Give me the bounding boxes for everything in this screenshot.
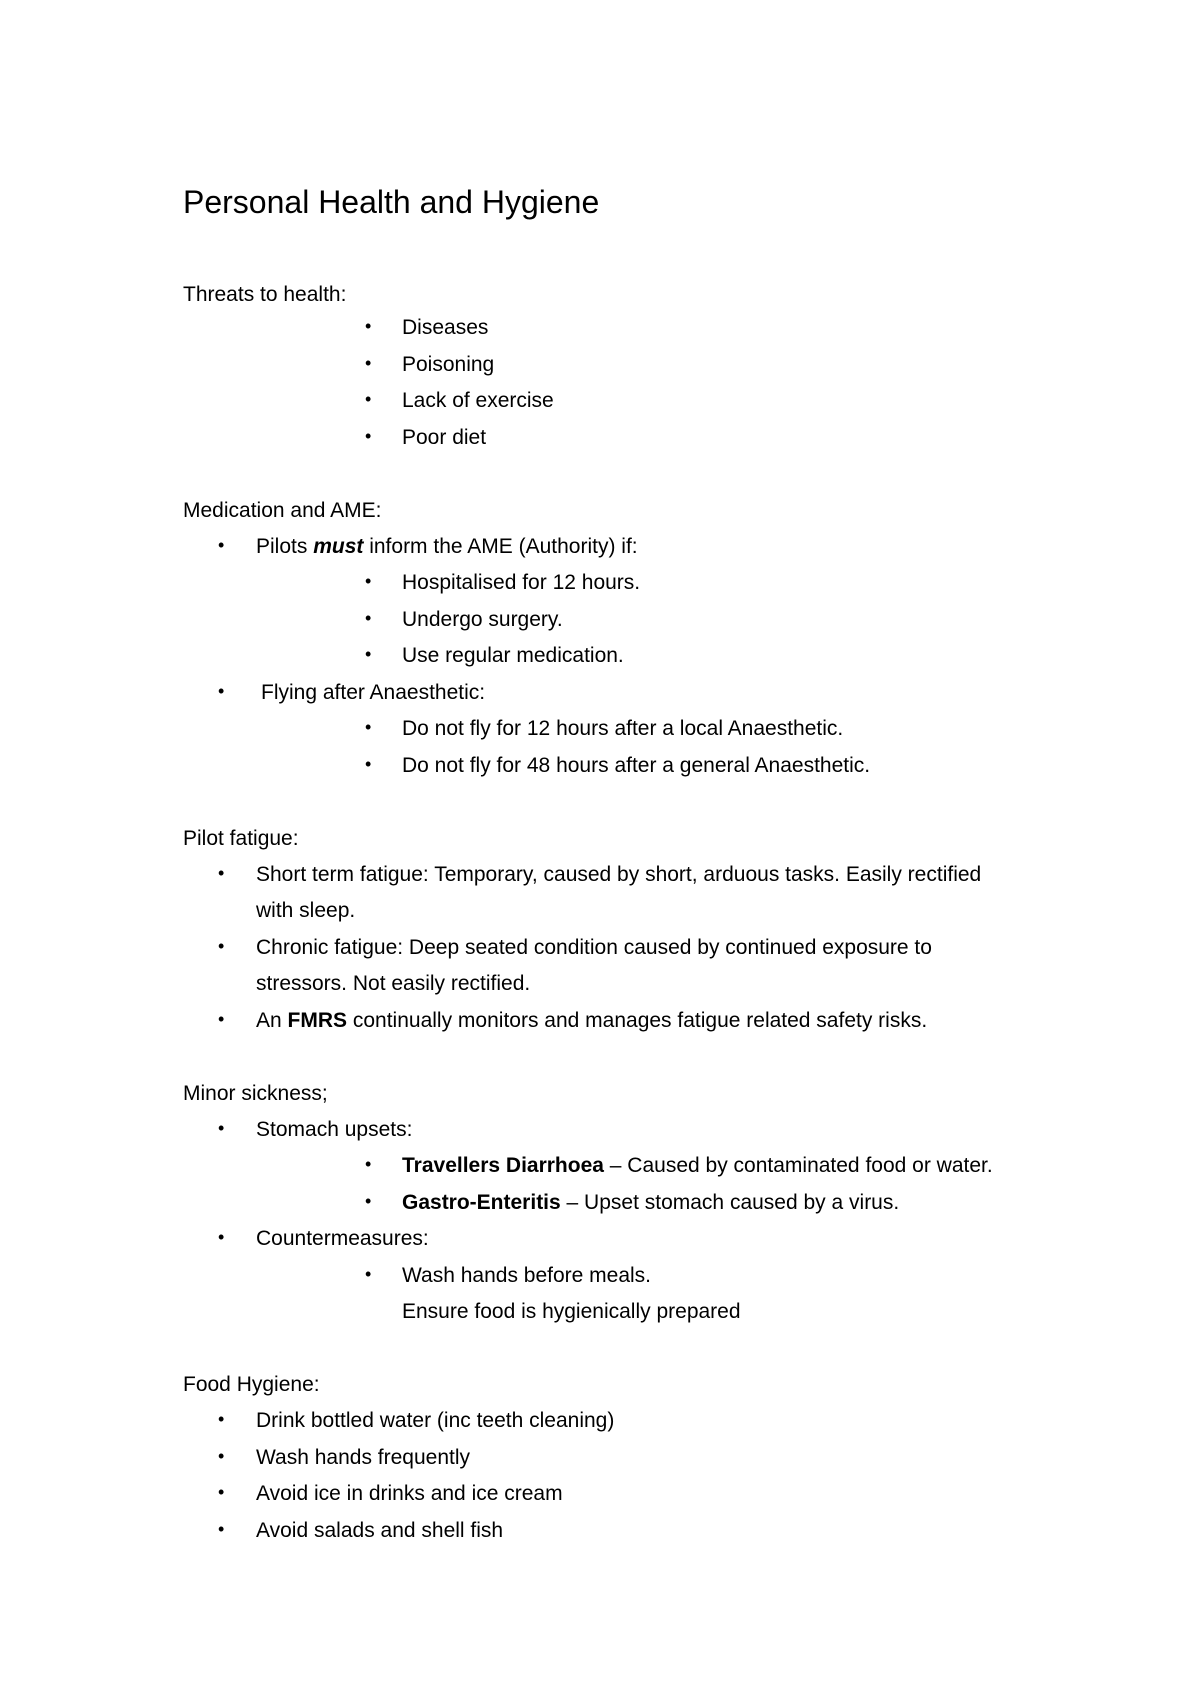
list-item: Undergo surgery. <box>402 608 563 631</box>
bullet-icon: • <box>218 1519 225 1539</box>
list-item: Countermeasures: <box>256 1227 429 1250</box>
bullet-icon: • <box>365 1264 372 1284</box>
list-item-chronic-fatigue-cont: stressors. Not easily rectified. <box>256 972 531 995</box>
bullet-icon: • <box>365 426 372 446</box>
list-item-cont: Ensure food is hygienically prepared <box>402 1300 741 1323</box>
bullet-icon: • <box>365 644 372 664</box>
term-travellers-diarrhoea: Travellers Diarrhoea <box>402 1154 604 1177</box>
bullet-icon: • <box>218 1118 225 1138</box>
list-item: Lack of exercise <box>402 389 554 412</box>
bullet-icon: • <box>218 1227 225 1247</box>
list-item: Wash hands before meals. <box>402 1264 652 1287</box>
bullet-icon: • <box>218 1482 225 1502</box>
section-heading-food-hygiene: Food Hygiene: <box>183 1373 320 1396</box>
bullet-icon: • <box>365 1191 372 1211</box>
bullet-icon: • <box>218 535 225 555</box>
emphasis-must: must <box>313 535 364 558</box>
list-item: Poor diet <box>402 426 487 449</box>
list-item-gastro: Gastro-Enteritis – Upset stomach caused by a virus. <box>402 1191 900 1214</box>
bullet-icon: • <box>218 1409 225 1429</box>
list-item: Avoid salads and shell fish <box>256 1519 504 1542</box>
list-item: Do not fly for 12 hours after a local Anaesthetic. <box>402 717 844 740</box>
page-title: Personal Health and Hygiene <box>183 184 600 220</box>
list-item: Poisoning <box>402 353 495 376</box>
list-item: Drink bottled water (inc teeth cleaning) <box>256 1409 615 1432</box>
bullet-icon: • <box>218 863 225 883</box>
bullet-icon: • <box>365 608 372 628</box>
list-item: Wash hands frequently <box>256 1446 471 1469</box>
section-heading-medication: Medication and AME: <box>183 499 382 522</box>
bullet-icon: • <box>218 936 225 956</box>
list-item-chronic-fatigue: Chronic fatigue: Deep seated condition caused by continued exposure to <box>256 936 932 959</box>
section-heading-threats: Threats to health: <box>183 283 347 306</box>
bullet-icon: • <box>365 353 372 373</box>
bullet-icon: • <box>365 316 372 336</box>
bullet-icon: • <box>218 1009 225 1029</box>
list-item-anaesthetic: Flying after Anaesthetic: <box>261 681 486 704</box>
list-item-inform: Pilots must inform the AME (Authority) if: <box>256 535 638 558</box>
list-item: Hospitalised for 12 hours. <box>402 571 641 594</box>
section-heading-minor-sickness: Minor sickness; <box>183 1082 328 1105</box>
list-item: Stomach upsets: <box>256 1118 413 1141</box>
bullet-icon: • <box>218 681 225 701</box>
list-item: Do not fly for 48 hours after a general Anaesthetic. <box>402 754 871 777</box>
bullet-icon: • <box>365 389 372 409</box>
bullet-icon: • <box>365 571 372 591</box>
term-gastro-enteritis: Gastro-Enteritis <box>402 1191 561 1214</box>
section-heading-fatigue: Pilot fatigue: <box>183 827 299 850</box>
list-item-travellers: Travellers Diarrhoea – Caused by contaminated food or water. <box>402 1154 993 1177</box>
list-item: Use regular medication. <box>402 644 624 667</box>
bullet-icon: • <box>365 1154 372 1174</box>
list-item-short-fatigue-cont: with sleep. <box>256 899 356 922</box>
term-fmrs: FMRS <box>287 1009 348 1032</box>
bullet-icon: • <box>365 754 372 774</box>
list-item-short-fatigue: Short term fatigue: Temporary, caused by short, arduous tasks. Easily rectified <box>256 863 982 886</box>
list-item: Avoid ice in drinks and ice cream <box>256 1482 563 1505</box>
list-item-fmrs: An FMRS continually monitors and manages fatigue related safety risks. <box>256 1009 928 1032</box>
bullet-icon: • <box>365 717 372 737</box>
list-item: Diseases <box>402 316 489 339</box>
bullet-icon: • <box>218 1446 225 1466</box>
